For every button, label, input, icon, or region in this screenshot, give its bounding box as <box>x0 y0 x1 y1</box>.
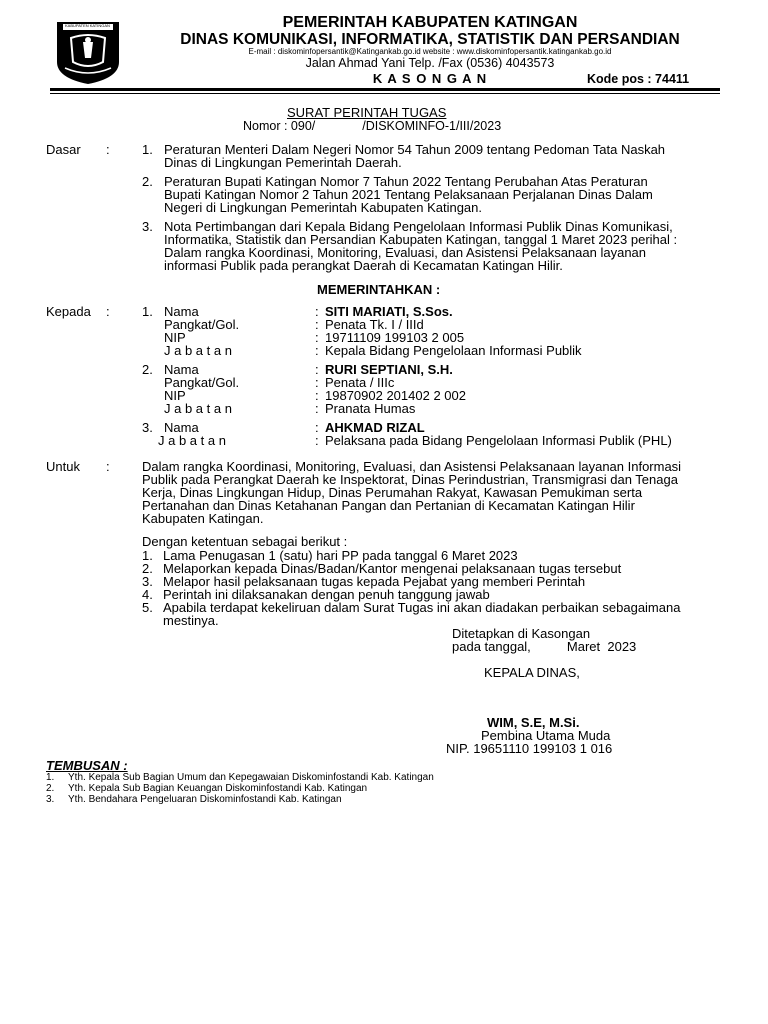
field-sep: : <box>315 401 319 416</box>
logo-caption: KABUPATEN KATINGAN <box>65 23 110 28</box>
field-sep: : <box>315 420 319 435</box>
dasar-item-text: Peraturan Bupati Katingan Nomor 7 Tahun 2022 Tentang Perubahan Atas Peraturan <box>164 174 648 189</box>
ketentuan-num: 4. <box>142 587 153 602</box>
signatory-nip: NIP. 19651110 199103 1 016 <box>446 741 613 756</box>
header-contact: E-mail : diskominfopersantik@Katingankab.go.id website : www.diskominfopersantik.katingankab.go.id <box>248 47 612 56</box>
dasar-item-text: Bupati Katingan Nomor 2 Tahun 2021 Tentang Pelaksanaan Perjalanan Dinas Dalam <box>164 187 653 202</box>
dasar-item-num: 2. <box>142 174 153 189</box>
dasar-item-text: Dalam rangka Koordinasi, Monitoring, Evaluasi, dan Asistensi Pelaksanaan layanan <box>164 245 647 260</box>
dasar-item-num: 1. <box>142 142 153 157</box>
untuk-text: Kerja, Dinas Lingkungan Hidup, Dinas Perumahan Rakyat, Kawasan Pemukiman serta <box>142 485 643 500</box>
header-government: PEMERINTAH KABUPATEN KATINGAN <box>282 14 578 31</box>
field-key: NIP <box>164 388 186 403</box>
field-value: Penata / IIIc <box>325 375 395 390</box>
ketentuan-item: Perintah ini dilaksanakan dengan penuh tanggung jawab <box>163 587 490 602</box>
field-key: Nama <box>164 304 199 319</box>
field-value: 19711109 199103 2 005 <box>325 330 465 345</box>
untuk-text: Pertanahan dan Dinas Ketahanan Pangan dan Pertanian di Kecamatan Katingan Hilir <box>142 498 635 513</box>
ketentuan-intro: Dengan ketentuan sebagai berikut : <box>142 534 348 549</box>
ketentuan-num: 3. <box>142 574 153 589</box>
signature-date: pada tanggal, Maret 2023 <box>452 639 637 654</box>
field-key: Pangkat/Gol. <box>164 317 240 332</box>
untuk-colon: : <box>106 459 110 474</box>
field-key: J a b a t a n <box>158 433 226 448</box>
ketentuan-num: 1. <box>142 548 153 563</box>
field-key: Nama <box>164 420 199 435</box>
field-sep: : <box>315 343 319 358</box>
ketentuan-num: 2. <box>142 561 153 576</box>
person-num: 3. <box>142 420 153 435</box>
ketentuan-item: Melapor hasil pelaksanaan tugas kepada Pejabat yang memberi Perintah <box>163 574 586 589</box>
dasar-label: Dasar <box>46 142 81 157</box>
letterhead-divider-thin <box>50 93 720 94</box>
untuk-text: Kabupaten Katingan. <box>142 511 264 526</box>
field-key: J a b a t a n <box>164 401 232 416</box>
tembusan-num: 1. <box>46 772 55 783</box>
field-sep: : <box>315 433 319 448</box>
person-name: SITI MARIATI, S.Sos. <box>325 304 453 319</box>
untuk-text: Publik pada Perangkat Daerah ke Inspektorat, Dinas Perindustrian, Transmigrasi dan Tenaga <box>142 472 678 487</box>
dasar-colon: : <box>106 142 110 157</box>
ketentuan-num: 5. <box>142 600 153 615</box>
ketentuan-item: Apabila terdapat kekeliruan dalam Surat Tugas ini akan diadakan perbaikan sebagaimana <box>163 600 681 615</box>
field-key: NIP <box>164 330 186 345</box>
field-key: Nama <box>164 362 199 377</box>
dasar-item-text: Nota Pertimbangan dari Kepala Bidang Pengelolaan Informasi Publik Dinas Komunikasi, <box>164 219 673 234</box>
signatory-name: WIM, S.E, M.Si. <box>487 715 580 730</box>
signature-position: KEPALA DINAS, <box>484 665 580 680</box>
field-sep: : <box>315 375 319 390</box>
person-name: AHKMAD RIZAL <box>325 420 425 435</box>
header-address: Jalan Ahmad Yani Telp. /Fax (0536) 4043573 <box>305 56 555 70</box>
header-city: K A S O N G A N <box>372 71 488 86</box>
untuk-label: Untuk <box>46 459 80 474</box>
letterhead-divider <box>50 88 720 91</box>
ketentuan-item: Melaporkan kepada Dinas/Badan/Kantor mengenai pelaksanaan tugas tersebut <box>163 561 622 576</box>
ketentuan-item: Lama Penugasan 1 (satu) hari PP pada tanggal 6 Maret 2023 <box>163 548 518 563</box>
dasar-item-text: Informatika, Statistik dan Persandian Kabupaten Katingan, tanggal 1 Maret 2023 perihal : <box>164 232 678 247</box>
memerintahkan-heading: MEMERINTAHKAN : <box>317 282 441 297</box>
field-sep: : <box>315 388 319 403</box>
person-num: 1. <box>142 304 153 319</box>
field-key: Pangkat/Gol. <box>164 375 240 390</box>
kepada-colon: : <box>106 304 110 319</box>
tembusan-item: Yth. Kepala Sub Bagian Keuangan Diskominfostandi Kab. Katingan <box>68 783 368 794</box>
person-num: 2. <box>142 362 153 377</box>
field-sep: : <box>315 317 319 332</box>
untuk-text: Dalam rangka Koordinasi, Monitoring, Evaluasi, dan Asistensi Pelaksanaan layanan Informasi <box>142 459 682 474</box>
tembusan-num: 2. <box>46 783 55 794</box>
field-value: Kepala Bidang Pengelolaan Informasi Publik <box>325 343 582 358</box>
dasar-item-text: Peraturan Menteri Dalam Negeri Nomor 54 Tahun 2009 tentang Pedoman Tata Naskah <box>164 142 666 157</box>
tembusan-item: Yth. Kepala Sub Bagian Umum dan Kepegawaian Diskominfostandi Kab. Katingan <box>68 772 434 783</box>
field-key: J a b a t a n <box>164 343 232 358</box>
person-name: RURI SEPTIANI, S.H. <box>325 362 453 377</box>
document-number-suffix: /DISKOMINFO-1/III/2023 <box>362 119 502 133</box>
field-sep: : <box>315 362 319 377</box>
header-postcode: Kode pos : 74411 <box>587 72 690 86</box>
field-value: 19870902 201402 2 002 <box>325 388 466 403</box>
dasar-item-text: Negeri di Lingkungan Pemerintah Kabupaten Katingan. <box>164 200 483 215</box>
tembusan-num: 3. <box>46 794 55 805</box>
dasar-item-text: informasi Publik pada perangkat Daerah di Kecamatan Katingan Hilir. <box>164 258 563 273</box>
field-sep: : <box>315 304 319 319</box>
regency-emblem-logo <box>53 18 123 86</box>
document-number-label: Nomor : 090/ <box>243 119 316 133</box>
signature-place: Ditetapkan di Kasongan <box>452 626 591 641</box>
field-sep: : <box>315 330 319 345</box>
tembusan-item: Yth. Bendahara Pengeluaran Diskominfostandi Kab. Katingan <box>68 794 342 805</box>
tembusan-title: TEMBUSAN : <box>46 758 128 773</box>
dasar-item-num: 3. <box>142 219 153 234</box>
document-number <box>243 120 501 133</box>
dasar-item-text: Dinas di Lingkungan Pemerintah Daerah. <box>164 155 402 170</box>
document-title: SURAT PERINTAH TUGAS <box>287 105 447 120</box>
signatory-rank: Pembina Utama Muda <box>481 728 611 743</box>
field-value: Pelaksana pada Bidang Pengelolaan Informasi Publik (PHL) <box>325 433 672 448</box>
ketentuan-item: mestinya. <box>163 613 219 628</box>
kepada-label: Kepada <box>46 304 91 319</box>
field-value: Pranata Humas <box>325 401 416 416</box>
header-agency: DINAS KOMUNIKASI, INFORMATIKA, STATISTIK DAN PERSANDIAN <box>180 31 680 48</box>
field-value: Penata Tk. I / IIId <box>325 317 424 332</box>
